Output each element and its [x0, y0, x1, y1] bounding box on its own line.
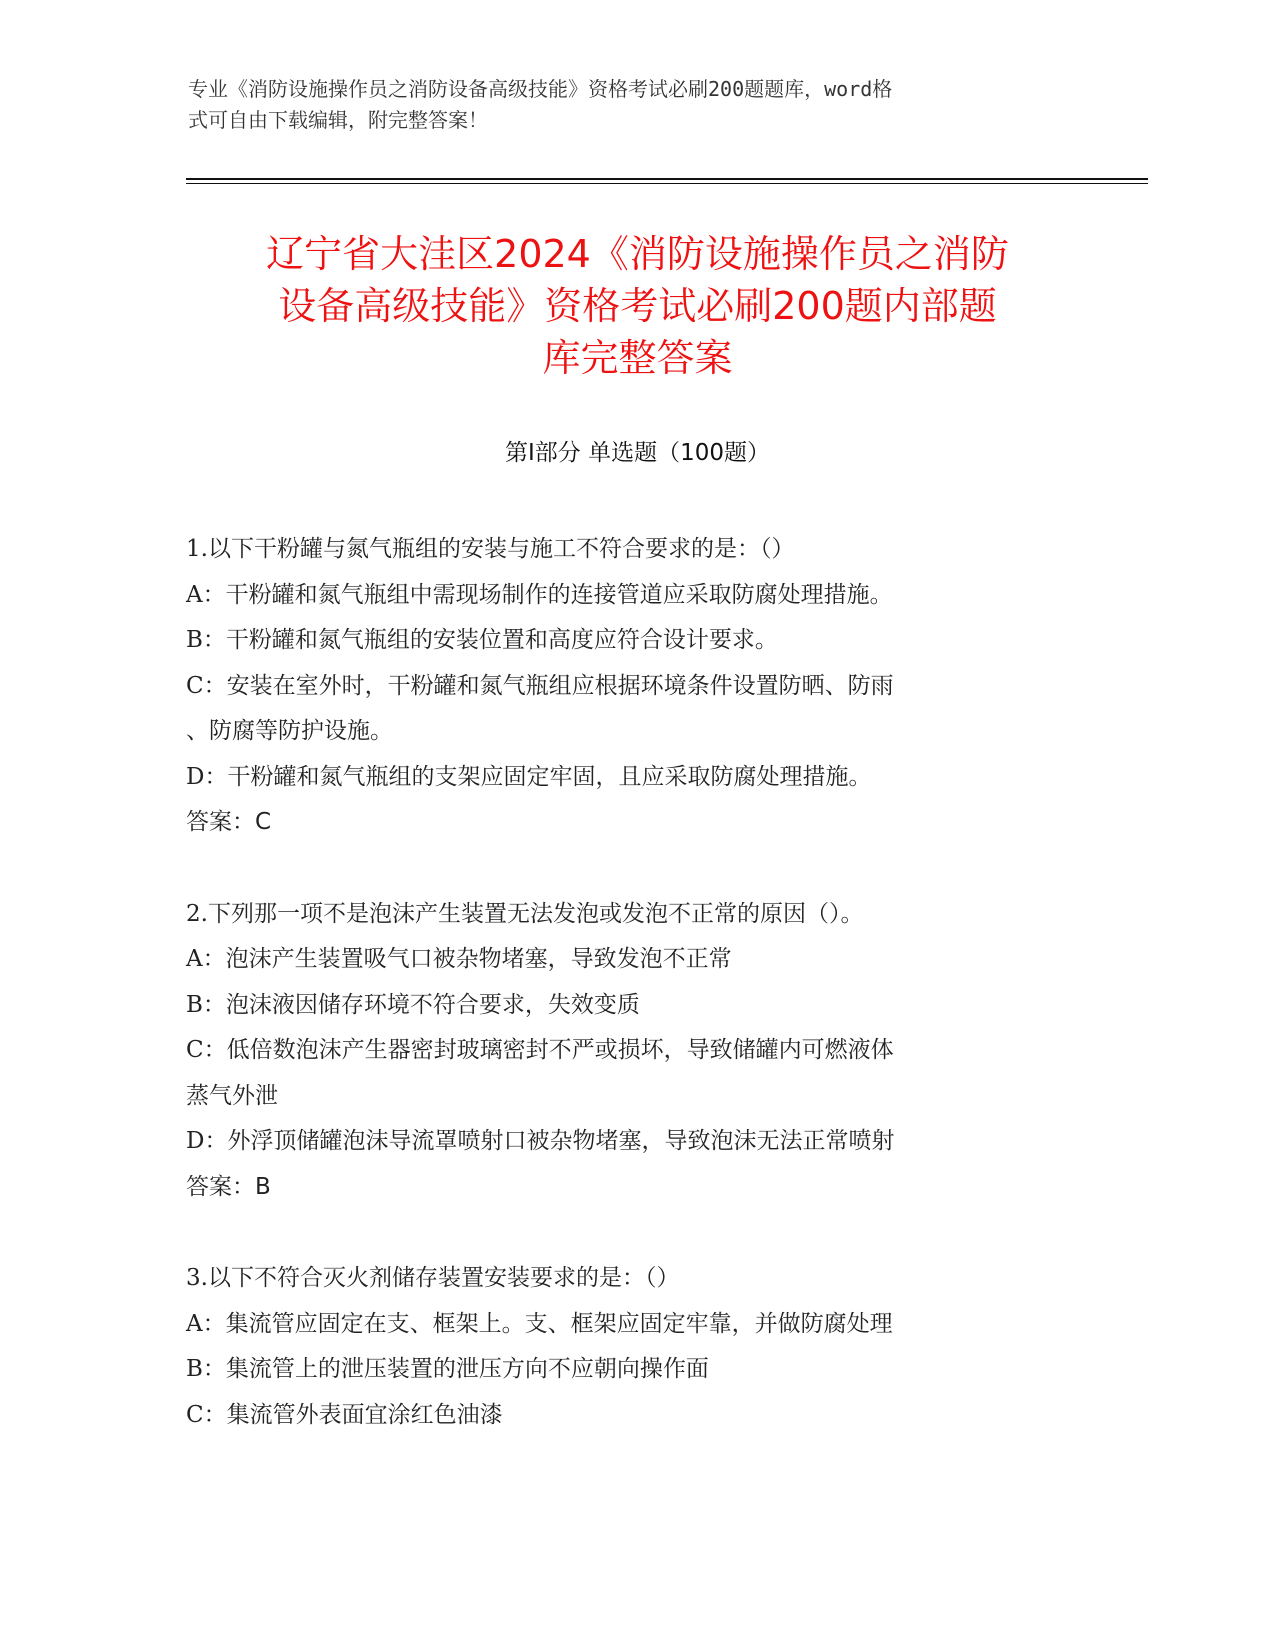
- question-list: [186, 527, 1086, 1484]
- question-2: [186, 892, 1086, 1211]
- question-option: B：集流管上的泄压装置的泄压方向不应朝向操作面: [186, 1356, 709, 1382]
- header-note-line-2: 式可自由下载编辑，附完整答案！: [188, 108, 488, 132]
- document-title-line-3: 库完整答案: [542, 336, 733, 380]
- question-option: C：集流管外表面宜涂红色油漆: [186, 1401, 503, 1428]
- question-answer: 答案：B: [186, 1173, 271, 1200]
- question-answer: 答案：C: [186, 809, 272, 835]
- header-divider-thick: [186, 178, 1148, 180]
- question-option: C：安装在室外时，干粉罐和氮气瓶组应根据环境条件设置防晒、防雨: [186, 672, 894, 699]
- section-title: 第Ⅰ部分 单选题（100题）: [505, 440, 770, 466]
- question-option: A：集流管应固定在支、框架上。支、框架应固定牢靠，并做防腐处理: [186, 1310, 893, 1337]
- document-title-line-1: 辽宁省大洼区2024《消防设施操作员之消防: [266, 232, 1009, 276]
- question-3: [186, 1256, 1086, 1438]
- document-title: [160, 228, 1115, 384]
- question-stem: 1.以下干粉罐与氮气瓶组的安装与施工不符合要求的是：（）: [186, 536, 795, 562]
- question-option: A：干粉罐和氮气瓶组中需现场制作的连接管道应采取防腐处理措施。: [186, 581, 893, 608]
- question-option: A：泡沫产生装置吸气口被杂物堵塞，导致发泡不正常: [186, 946, 732, 972]
- question-option: C：低倍数泡沫产生器密封玻璃密封不严或损坏，导致储罐内可燃液体: [186, 1037, 894, 1063]
- question-option: D：干粉罐和氮气瓶组的支架应固定牢固，且应采取防腐处理措施。: [186, 763, 872, 790]
- header-divider-thin: [186, 183, 1148, 184]
- header-note: [188, 74, 1068, 136]
- question-option-continued: 蒸气外泄: [186, 1082, 278, 1109]
- question-option-continued: 、防腐等防护设施。: [186, 718, 393, 744]
- question-option: B：泡沫液因储存环境不符合要求，失效变质: [186, 991, 640, 1018]
- question-stem: 2.下列那一项不是泡沫产生装置无法发泡或发泡不正常的原因（）。: [186, 900, 864, 927]
- question-option: D：外浮顶储罐泡沫导流罩喷射口被杂物堵塞，导致泡沫无法正常喷射: [186, 1128, 895, 1154]
- header-note-line-1: 专业《消防设施操作员之消防设备高级技能》资格考试必刷200题题库，word格: [188, 77, 893, 101]
- question-option: B：干粉罐和氮气瓶组的安装位置和高度应符合设计要求。: [186, 627, 778, 653]
- document-title-line-2: 设备高级技能》资格考试必刷200题内部题: [278, 284, 997, 328]
- question-stem: 3.以下不符合灭火剂储存装置安装要求的是：（）: [186, 1265, 680, 1291]
- question-1: [186, 527, 1086, 846]
